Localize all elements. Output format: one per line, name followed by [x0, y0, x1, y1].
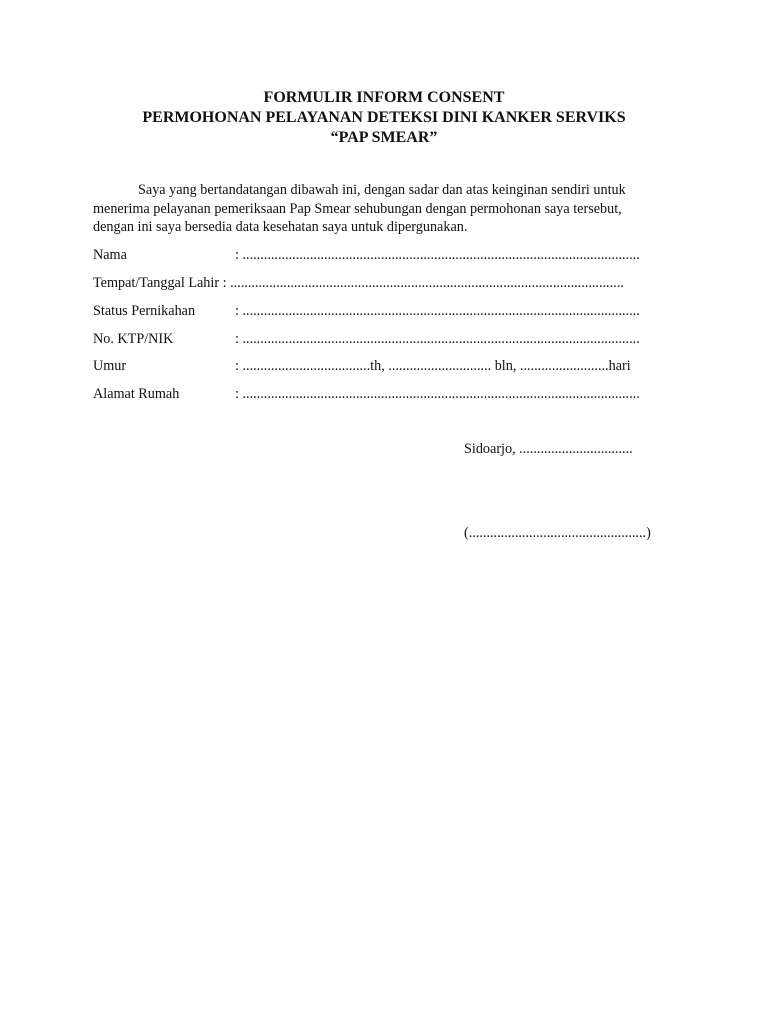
field-ttl-label: Tempat/Tanggal Lahir: [93, 275, 223, 291]
field-status-blank[interactable]: : ................................................................................................................: [235, 303, 640, 319]
field-alamat-rumah: [93, 385, 683, 403]
intro-paragraph: [93, 181, 677, 237]
title-line-2: PERMOHONAN PELAYANAN DETEKSI DINI KANKER SERVIKS: [142, 109, 626, 126]
field-nama-blank[interactable]: : ................................................................................................................: [235, 247, 640, 263]
field-status-label: Status Pernikahan: [93, 303, 196, 319]
intro-line-1: Saya yang bertandatangan dibawah ini, dengan sadar dan atas keinginan sendiri untuk: [138, 182, 626, 198]
field-ttl-blank[interactable]: : ...............................................................................................................: [222, 275, 624, 291]
title-line-1: FORMULIR INFORM CONSENT: [263, 89, 505, 106]
form-title: [0, 88, 768, 148]
field-umur: [93, 357, 683, 375]
field-alamat-label: Alamat Rumah: [93, 386, 180, 402]
field-alamat-blank[interactable]: : ................................................................................................................: [235, 386, 640, 402]
field-umur-label: Umur: [93, 358, 127, 374]
field-ktp-label: No. KTP/NIK: [93, 331, 174, 347]
intro-line-2: menerima pelayanan pemeriksaan Pap Smear sehubungan dengan permohonan saya tersebut,: [93, 200, 622, 217]
signature-name-blank[interactable]: (..................................................): [464, 525, 651, 541]
field-status-pernikahan: [93, 302, 683, 320]
field-tempat-tanggal-lahir: [93, 274, 683, 292]
title-line-3: “PAP SMEAR”: [330, 129, 438, 146]
field-nama: [93, 246, 683, 264]
field-nama-label: Nama: [93, 247, 127, 263]
field-ktp-nik: [93, 330, 683, 348]
field-ktp-blank[interactable]: : ................................................................................................................: [235, 331, 640, 347]
intro-line-3: dengan ini saya bersedia data kesehatan saya untuk dipergunakan.: [93, 219, 468, 235]
signature-place-date[interactable]: Sidoarjo, ................................: [464, 441, 633, 457]
field-umur-blank[interactable]: : ....................................th, ............................. bln, .........................hari: [235, 358, 631, 374]
